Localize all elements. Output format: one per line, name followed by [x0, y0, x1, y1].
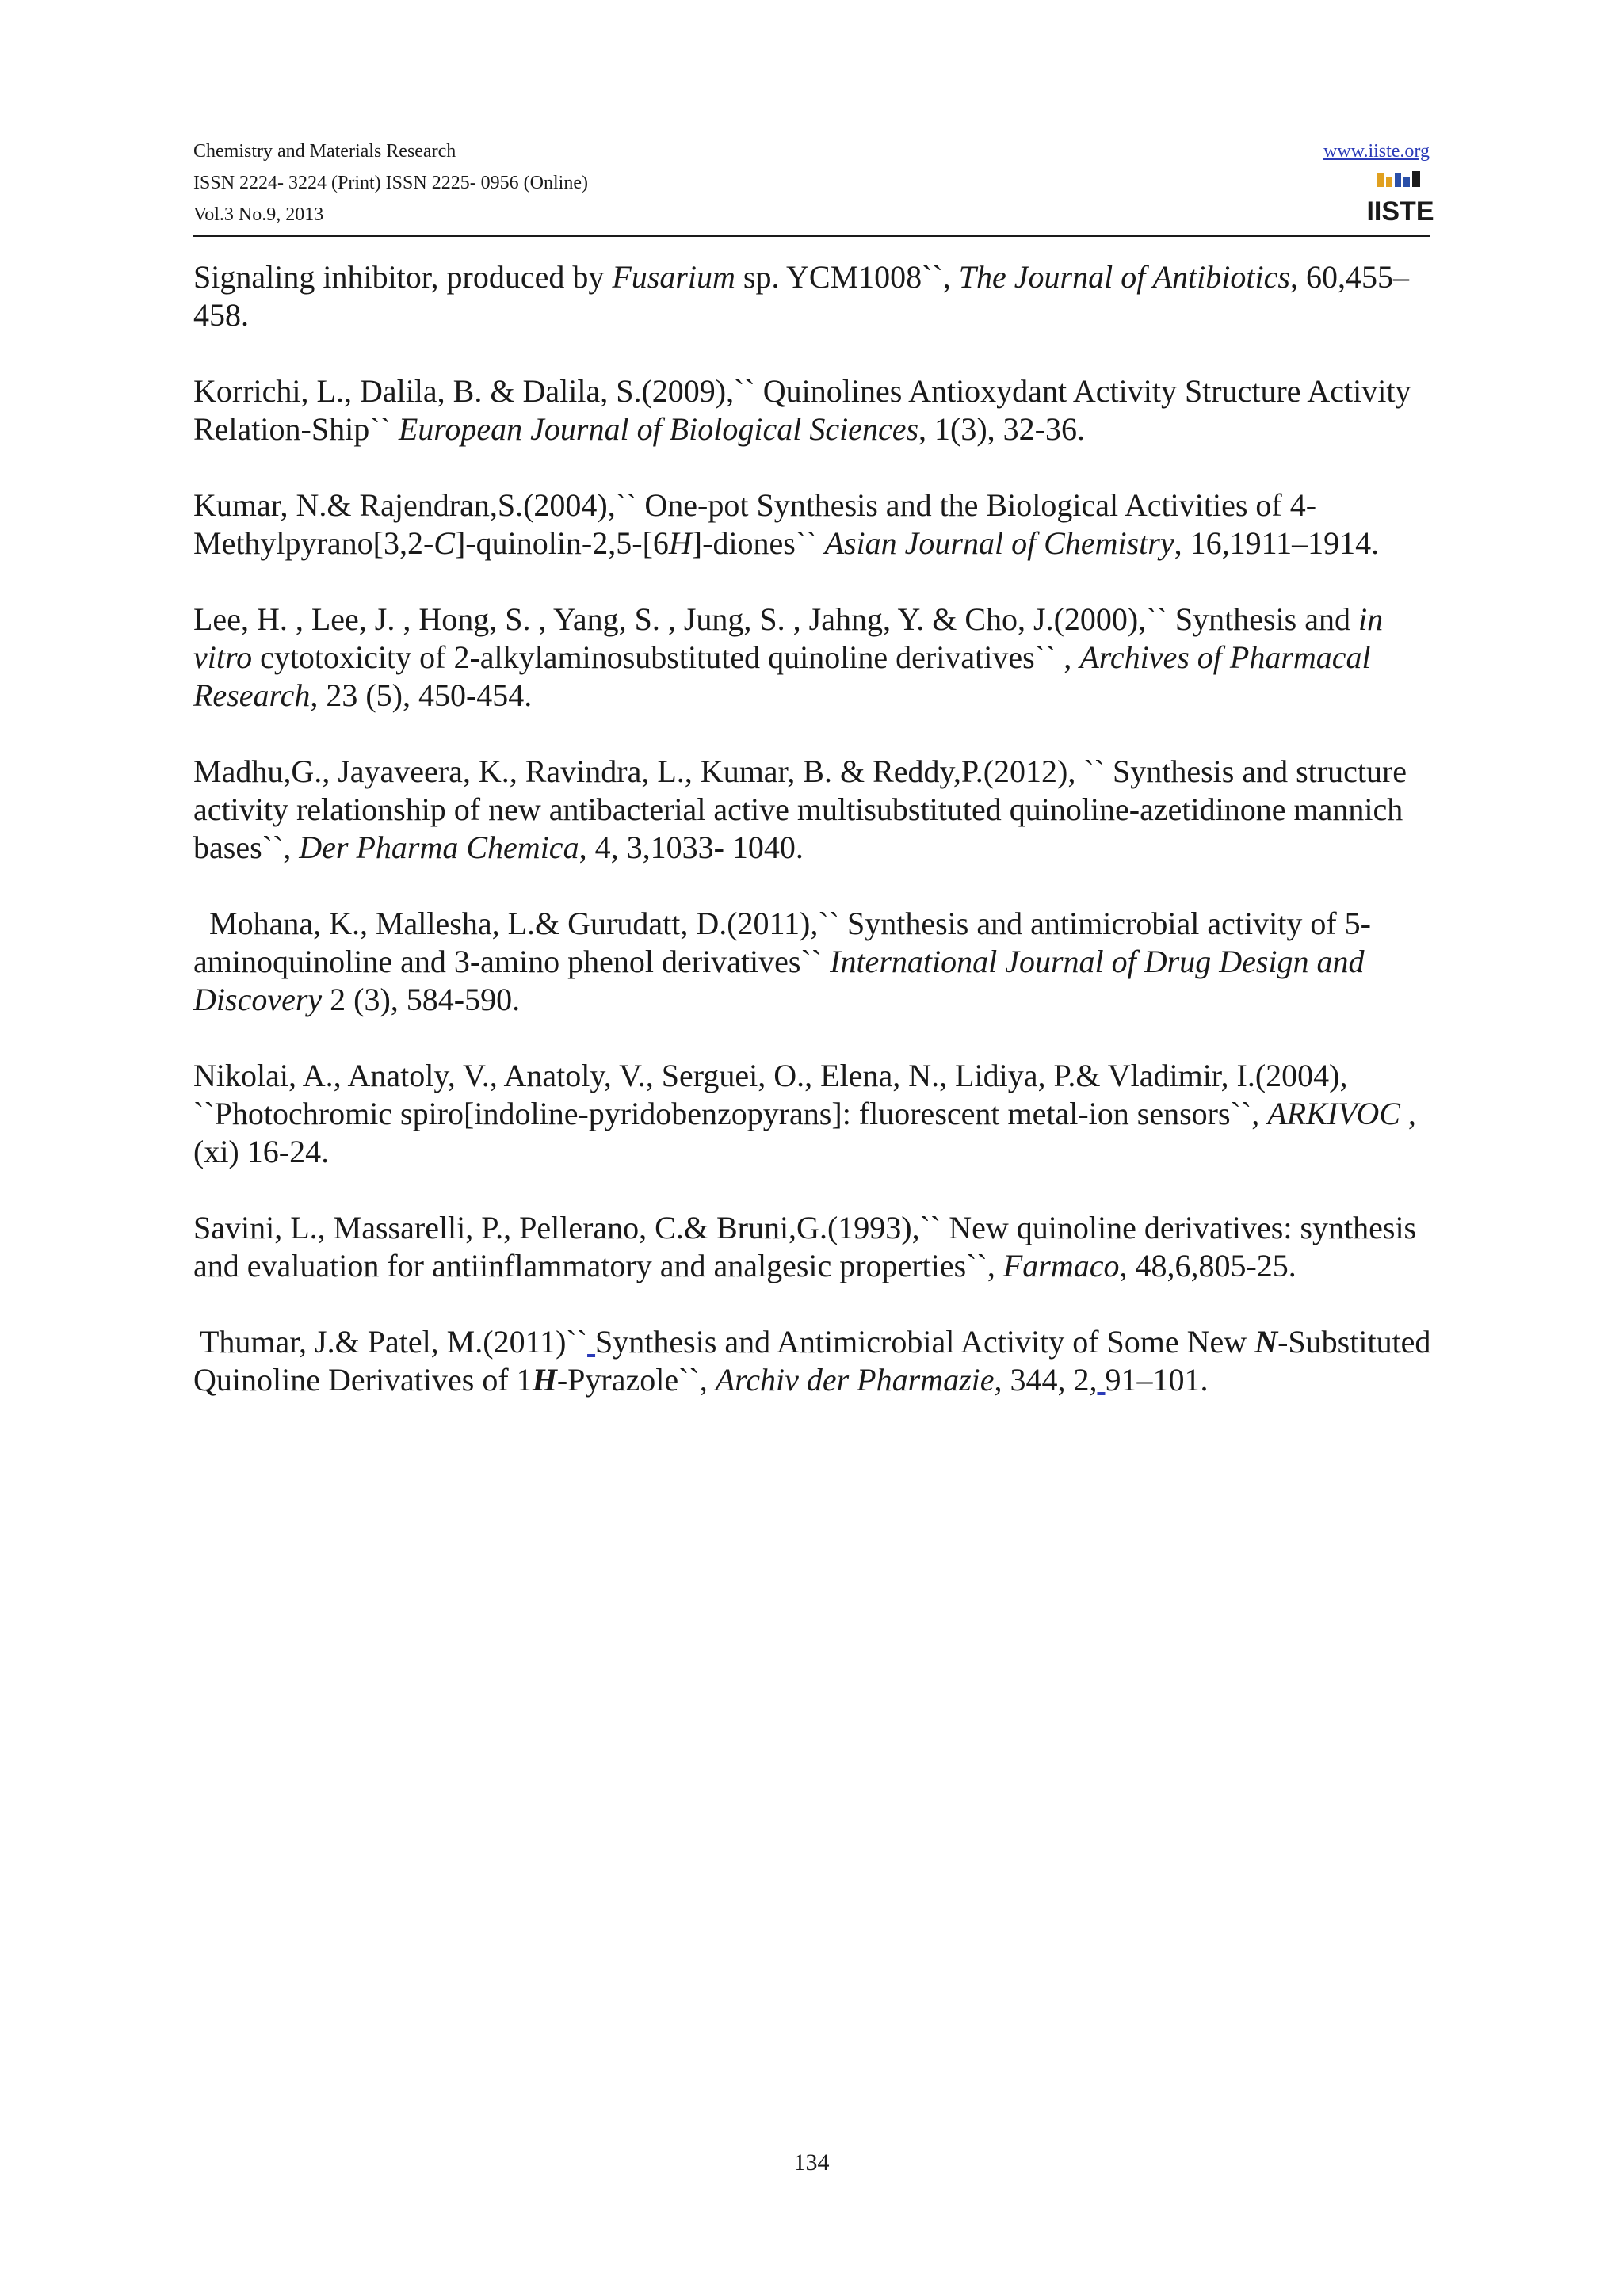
page-number: 134	[793, 2149, 830, 2176]
journal-url-link[interactable]: www.iiste.org	[1323, 141, 1430, 162]
reference-item: Kumar, N.& Rajendran,S.(2004),`` One-pot Synthesis and the Biological Activities of 4-Methylpyrano[3,2-C]-quinolin-2,5-[6H]-diones`` Asian Journal of Chemistry, 16,1911–1914.	[193, 487, 1380, 561]
reference-list	[193, 258, 1434, 1437]
reference-item: Thumar, J.& Patel, M.(2011)`` Synthesis and Antimicrobial Activity of Some New N-Substituted Quinoline Derivatives of 1H-Pyrazole``, Archiv der Pharmazie, 344, 2, 91–101.	[193, 1324, 1431, 1398]
reference-item: Lee, H. , Lee, J. , Hong, S. , Yang, S. , Jung, S. , Jahng, Y. & Cho, J.(2000),`` Synthesis and in vitro cytotoxicity of 2-alkylaminosubstituted quinoline derivatives`` , Archives of Pharmacal Research, 23 (5), 450-454.	[193, 601, 1384, 713]
reference-item: Madhu,G., Jayaveera, K., Ravindra, L., Kumar, B. & Reddy,P.(2012), `` Synthesis and structure activity relationship of new antibacterial active multisubstituted quinoline-azetidinone mannich bases``, Der Pharma Chemica, 4, 3,1033- 1040.	[193, 753, 1407, 865]
reference-item: Savini, L., Massarelli, P., Pellerano, C.& Bruni,G.(1993),`` New quinoline derivatives: synthesis and evaluation for antiinflammatory and analgesic properties``, Farmaco, 48,6,805-25.	[193, 1210, 1417, 1283]
reference-link[interactable]	[1098, 1362, 1106, 1398]
page-header	[193, 135, 1434, 239]
reference-item: Signaling inhibitor, produced by Fusarium sp. YCM1008``, The Journal of Antibiotics, 60,455–458.	[193, 259, 1409, 333]
reference-item: Mohana, K., Mallesha, L.& Gurudatt, D.(2011),`` Synthesis and antimicrobial activity of 5-aminoquinoline and 3-amino phenol derivatives`` International Journal of Drug Design and Discovery 2 (3), 584-590.	[193, 906, 1371, 1017]
logo-lettering: IISTE	[1366, 196, 1434, 227]
reference-item: Korrichi, L., Dalila, B. & Dalila, S.(2009),`` Quinolines Antioxydant Activity Structure Activity Relation-Ship`` European Journal of Biological Sciences, 1(3), 32-36.	[193, 373, 1411, 447]
reference-item: Nikolai, A., Anatoly, V., Anatoly, V., Serguei, O., Elena, N., Lidiya, P.& Vladimir, I.(2004), ``Photochromic spiro[indoline-pyridobenzopyrans]: fluorescent metal-ion sensors``, ARKIVOC , (xi) 16-24.	[193, 1058, 1416, 1169]
journal-name: Chemistry and Materials Research	[193, 141, 456, 162]
iiste-logo	[1366, 170, 1434, 230]
issn-line: ISSN 2224- 3224 (Print) ISSN 2225- 0956 (Online)	[193, 173, 588, 193]
volume-line: Vol.3 No.9, 2013	[193, 204, 324, 225]
header-divider	[193, 235, 1430, 237]
reference-link[interactable]	[587, 1324, 595, 1360]
